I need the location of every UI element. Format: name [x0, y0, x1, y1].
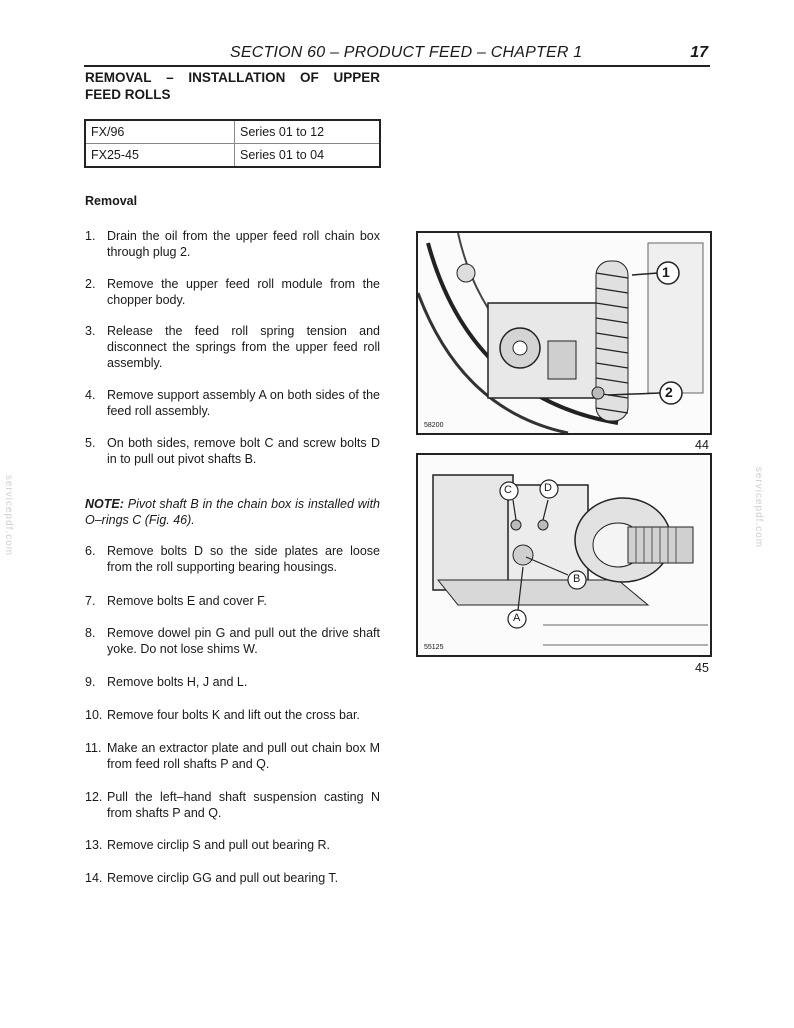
step-number: 1. — [85, 229, 96, 243]
step-number: 2. — [85, 277, 96, 291]
note-label: NOTE: — [85, 497, 124, 511]
step-item — [85, 593, 380, 609]
step-item — [85, 387, 380, 419]
model-applicability-table — [84, 119, 381, 168]
step-item — [85, 276, 380, 308]
step-item — [85, 625, 380, 657]
step-number: 6. — [85, 544, 96, 558]
page-number: 17 — [690, 44, 708, 61]
step-text: On both sides, remove bolt C and screw bolts D in to pull out pivot shafts B. — [107, 436, 380, 466]
step-item — [85, 543, 380, 575]
step-item — [85, 740, 380, 772]
note — [85, 496, 380, 528]
title-word: INSTALLATION — [188, 70, 286, 85]
callout-label: 1 — [662, 264, 670, 280]
feed-roll-chain-box-drawing — [418, 233, 710, 433]
section-title-line-1 — [85, 69, 380, 86]
step-text: Drain the oil from the upper feed roll chain box through plug 2. — [107, 229, 380, 259]
figure-number: 44 — [695, 438, 709, 452]
step-number: 8. — [85, 626, 96, 640]
step-number: 3. — [85, 324, 96, 338]
step-number: 12. — [85, 790, 103, 804]
step-number: 7. — [85, 594, 96, 608]
step-text: Make an extractor plate and pull out chain box M from feed roll shafts P and Q. — [107, 741, 380, 771]
step-text: Remove circlip S and pull out bearing R. — [107, 838, 331, 852]
step-number: 11. — [85, 741, 102, 755]
step-text: Remove four bolts K and lift out the cross bar. — [107, 708, 360, 722]
figure-code: 58200 — [424, 422, 444, 429]
step-item — [85, 837, 380, 853]
step-text: Remove bolts H, J and L. — [107, 675, 248, 689]
note-text: Pivot shaft B in the chain box is installed with O–rings C (Fig. 46). — [85, 497, 380, 527]
figure-45-illustration — [416, 453, 712, 657]
section-title — [85, 69, 380, 103]
step-text: Pull the left–hand shaft suspension casting N from shafts P and Q. — [107, 790, 380, 820]
figure-44-illustration — [416, 231, 712, 435]
section-title-line-2: FEED ROLLS — [85, 87, 171, 102]
step-item — [85, 707, 380, 723]
watermark-left: servicepdf.com — [3, 474, 15, 557]
header-divider — [84, 65, 710, 67]
step-item — [85, 435, 380, 467]
title-word: OF — [300, 70, 319, 85]
callout-label: B — [573, 573, 581, 585]
model-cell: FX/96 — [85, 120, 235, 144]
title-word: REMOVAL — [85, 70, 152, 85]
step-text: Release the feed roll spring tension and disconnect the springs from the upper feed roll assembly. — [107, 324, 380, 370]
step-number: 10. — [85, 708, 103, 722]
callout-label: 2 — [665, 384, 673, 400]
step-item — [85, 789, 380, 821]
step-item — [85, 323, 380, 371]
table-row — [85, 144, 380, 168]
watermark-right: servicepdf.com — [753, 466, 765, 549]
callout-label: D — [544, 482, 552, 494]
title-word: UPPER — [333, 70, 380, 85]
step-text: Remove dowel pin G and pull out the drive shaft yoke. Do not lose shims W. — [107, 626, 380, 656]
step-text: Remove support assembly A on both sides of the feed roll assembly. — [107, 388, 380, 418]
step-item — [85, 228, 380, 260]
figure-number: 45 — [695, 661, 709, 675]
table-row — [85, 120, 380, 144]
step-number: 4. — [85, 388, 96, 402]
step-text: Remove bolts D so the side plates are loose from the roll supporting bearing housings. — [107, 544, 380, 574]
step-number: 5. — [85, 436, 96, 450]
step-text: Remove bolts E and cover F. — [107, 594, 267, 608]
removal-heading: Removal — [85, 194, 138, 208]
section-header-title: SECTION 60 – PRODUCT FEED – CHAPTER 1 — [230, 44, 583, 61]
step-text: Remove the upper feed roll module from the chopper body. — [107, 277, 380, 307]
callout-label: C — [504, 484, 512, 496]
step-number: 13. — [85, 838, 103, 852]
series-cell: Series 01 to 04 — [235, 144, 381, 168]
step-item — [85, 674, 380, 690]
step-number: 14. — [85, 871, 103, 885]
step-number: 9. — [85, 675, 96, 689]
model-cell: FX25-45 — [85, 144, 235, 168]
callout-label: A — [513, 612, 521, 624]
pivot-shaft-drawing — [418, 455, 710, 655]
step-item — [85, 870, 380, 886]
step-text: Remove circlip GG and pull out bearing T. — [107, 871, 339, 885]
series-cell: Series 01 to 12 — [235, 120, 381, 144]
figure-code: 55125 — [424, 644, 444, 651]
title-word: – — [166, 70, 174, 85]
